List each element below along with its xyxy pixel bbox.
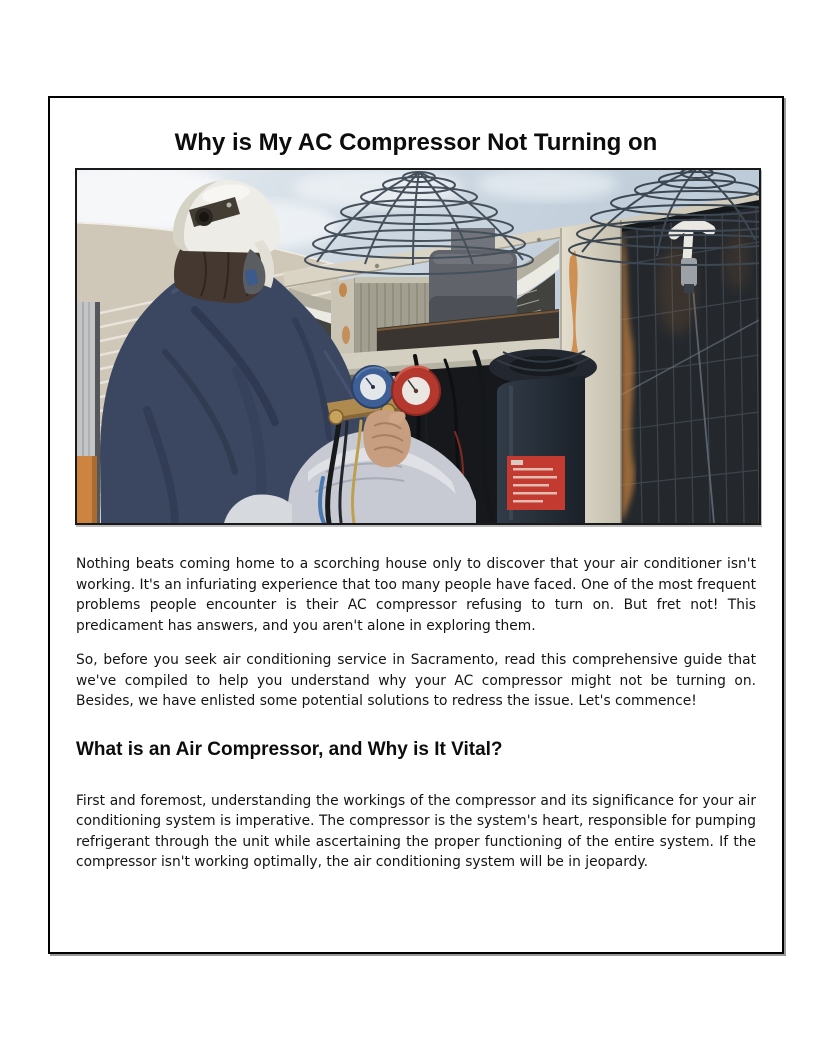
intro-paragraph-2: So, before you seek air conditioning service in Sacramento, read this comprehensive guide that we've compiled to help you understand why your AC compressor might not be turning on. Besides, we have enlisted some potential solutions to redress the issue. Let's commence! [76, 652, 756, 709]
section-heading: What is an Air Compressor, and Why is It Vital? [76, 738, 503, 760]
fence-and-post [77, 302, 100, 523]
red-gauge [392, 367, 440, 415]
article-title: Why is My AC Compressor Not Turning on [174, 129, 658, 156]
blue-gauge [352, 366, 394, 408]
article-photo [75, 168, 761, 525]
page-border-frame [48, 96, 784, 954]
section-paragraph-1: First and foremost, understanding the workings of the compressor and its significance for your air conditioning system is imperative. The compressor is the system's heart, responsible for pumping refrigerant through the unit while ascertaining the proper functioning of the entire system. If the compressor isn't working optimally, the air conditioning system will be in jeopardy. [76, 792, 756, 870]
technician-ac-photo-illustration [77, 170, 759, 523]
technician-hand [363, 409, 411, 468]
intro-paragraph-1: Nothing beats coming home to a scorching house only to discover that your air conditioner isn't working. It's an infuriating experience that too many people have faced. One of the most frequent problems people encounter is their AC compressor refusing to turn on. But fret not! This predicament has answers, and you aren't alone in exploring them. [76, 556, 756, 634]
compressor-label [507, 456, 565, 510]
